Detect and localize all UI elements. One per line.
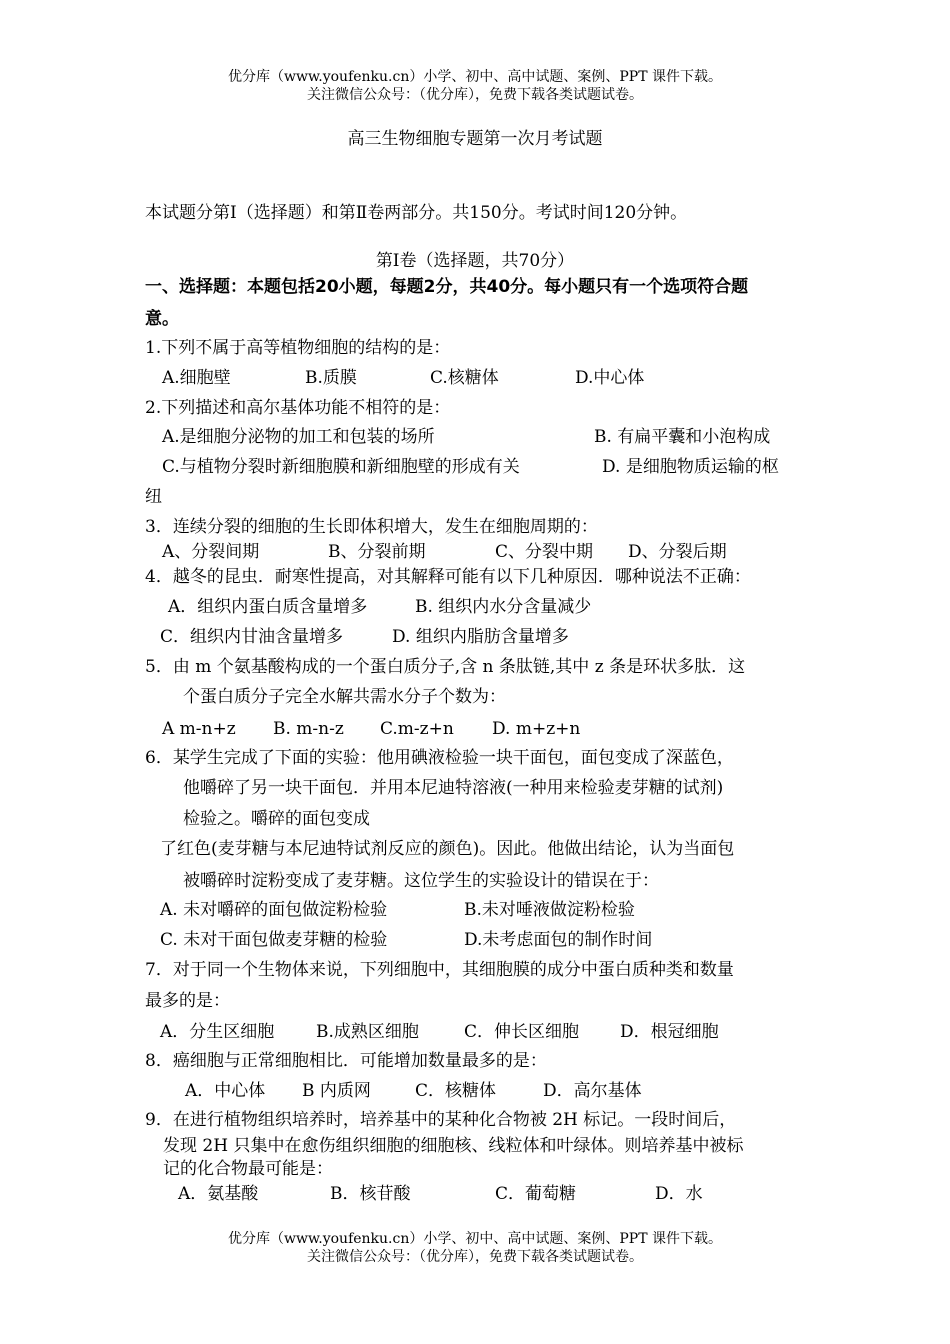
question-9-option-d: D．水 — [655, 1184, 703, 1204]
question-3-option-d: D、分裂后期 — [628, 542, 727, 562]
question-2-option-d-continued: 纽 — [145, 487, 162, 507]
question-1-option-d: D.中心体 — [575, 368, 645, 388]
question-6-stem-line-1: 6．某学生完成了下面的实验：他用碘液检验一块干面包，面包变成了深蓝色， — [145, 748, 734, 768]
question-5-stem-line-1: 5．由 m 个氨基酸构成的一个蛋白质分子,含 n 条肽链,其中 z 条是环状多肽．这 — [145, 657, 746, 677]
question-7-stem-line-1: 7．对于同一个生物体来说，下列细胞中，其细胞膜的成分中蛋白质种类和数量 — [145, 960, 734, 980]
question-6-option-c: C. 未对干面包做麦芽糖的检验 — [160, 930, 388, 950]
question-4-option-a: A．组织内蛋白质含量增多 — [168, 597, 368, 617]
question-4-option-c: C．组织内甘油含量增多 — [160, 627, 344, 647]
question-6-stem-line-2: 他嚼碎了另一块干面包．并用本尼迪特溶液(一种用来检验麦芽糖的试剂) — [183, 778, 724, 798]
question-7-option-b: B.成熟区细胞 — [316, 1022, 419, 1042]
footer-line-1: 优分库（www.youfenku.cn）小学、初中、高中试题、案例、PPT 课件下载。 — [227, 1231, 722, 1247]
question-6-stem-line-3: 检验之。嚼碎的面包变成 — [183, 809, 370, 829]
part-heading-line-1: 一、选择题：本题包括20小题，每题2分，共40分。每小题只有一个选项符合题 — [145, 277, 749, 297]
question-1-option-b: B.质膜 — [305, 368, 357, 388]
question-7-option-c: C．伸长区细胞 — [464, 1022, 580, 1042]
question-5-option-c: C.m-z+n — [380, 719, 454, 739]
question-5-option-a: A m-n+z — [162, 719, 236, 739]
question-8-option-c: C．核糖体 — [415, 1081, 497, 1101]
question-2-stem: 2.下列描述和高尔基体功能不相符的是： — [145, 398, 451, 418]
question-6-option-b: B.未对唾液做淀粉检验 — [464, 900, 635, 920]
question-1-option-a: A.细胞壁 — [162, 368, 231, 388]
question-9-option-c: C．葡萄糖 — [495, 1184, 577, 1204]
question-7-stem-line-2: 最多的是： — [145, 991, 230, 1011]
footer-line-2: 关注微信公众号：（优分库），免费下载各类试题试卷。 — [307, 1249, 643, 1265]
question-9-option-a: A．氨基酸 — [178, 1184, 259, 1204]
question-7-option-a: A．分生区细胞 — [160, 1022, 275, 1042]
question-8-option-b: B 内质网 — [302, 1081, 371, 1101]
question-6-option-a: A. 未对嚼碎的面包做淀粉检验 — [160, 900, 388, 920]
question-3-option-a: A、分裂间期 — [162, 542, 260, 562]
question-9-stem-line-2: 发现 2H 只集中在愈伤组织细胞的细胞核、线粒体和叶绿体。则培养基中被标 — [163, 1136, 744, 1156]
section-title: 第Ⅰ卷（选择题，共70分） — [375, 251, 575, 271]
question-1-stem: 1.下列不属于高等植物细胞的结构的是： — [145, 338, 451, 358]
question-4-option-b: B. 组织内水分含量减少 — [415, 597, 592, 617]
question-9-stem-line-3: 记的化合物最可能是： — [163, 1159, 333, 1179]
exam-intro: 本试题分第Ⅰ（选择题）和第Ⅱ卷两部分。共150分。考试时间120分钟。 — [145, 203, 688, 223]
question-5-option-d: D. m+z+n — [492, 719, 581, 739]
question-6-stem-line-4: 了红色(麦芽糖与本尼迪特试剂反应的颜色)。因此。他做出结论，认为当面包 — [160, 839, 735, 859]
header-line-2: 关注微信公众号：（优分库），免费下载各类试题试卷。 — [307, 87, 643, 103]
question-4-stem: 4．越冬的昆虫．耐寒性提高，对其解释可能有以下几种原因．哪种说法不正确： — [145, 567, 751, 587]
question-2-option-d: D. 是细胞物质运输的枢 — [602, 457, 779, 477]
question-3-stem: 3．连续分裂的细胞的生长即体积增大，发生在细胞周期的： — [145, 517, 598, 537]
question-3-option-c: C、分裂中期 — [495, 542, 594, 562]
question-9-option-b: B．核苷酸 — [330, 1184, 411, 1204]
question-5-stem-line-2: 个蛋白质分子完全水解共需水分子个数为： — [183, 687, 506, 707]
question-3-option-b: B、分裂前期 — [328, 542, 426, 562]
question-8-stem: 8．癌细胞与正常细胞相比．可能增加数量最多的是： — [145, 1051, 547, 1071]
question-5-option-b: B. m-n-z — [273, 719, 344, 739]
question-1-option-c: C.核糖体 — [430, 368, 499, 388]
question-8-option-d: D．高尔基体 — [543, 1081, 642, 1101]
exam-title: 高三生物细胞专题第一次月考试题 — [347, 129, 603, 149]
question-6-stem-line-5: 被嚼碎时淀粉变成了麦芽糖。这位学生的实验设计的错误在于： — [183, 871, 659, 891]
part-heading-line-2: 意。 — [145, 309, 179, 329]
question-4-option-d: D. 组织内脂肪含量增多 — [392, 627, 569, 647]
question-2-option-b: B. 有扁平囊和小泡构成 — [594, 427, 771, 447]
question-6-option-d: D.未考虑面包的制作时间 — [464, 930, 653, 950]
question-9-stem-line-1: 9．在进行植物组织培养时，培养基中的某种化合物被 2H 标记。一段时间后， — [145, 1110, 737, 1130]
header-line-1: 优分库（www.youfenku.cn）小学、初中、高中试题、案例、PPT 课件下载。 — [227, 69, 722, 85]
question-7-option-d: D．根冠细胞 — [620, 1022, 719, 1042]
question-8-option-a: A．中心体 — [185, 1081, 266, 1101]
question-2-option-c: C.与植物分裂时新细胞膜和新细胞壁的形成有关 — [162, 457, 520, 477]
question-2-option-a: A.是细胞分泌物的加工和包装的场所 — [162, 427, 435, 447]
